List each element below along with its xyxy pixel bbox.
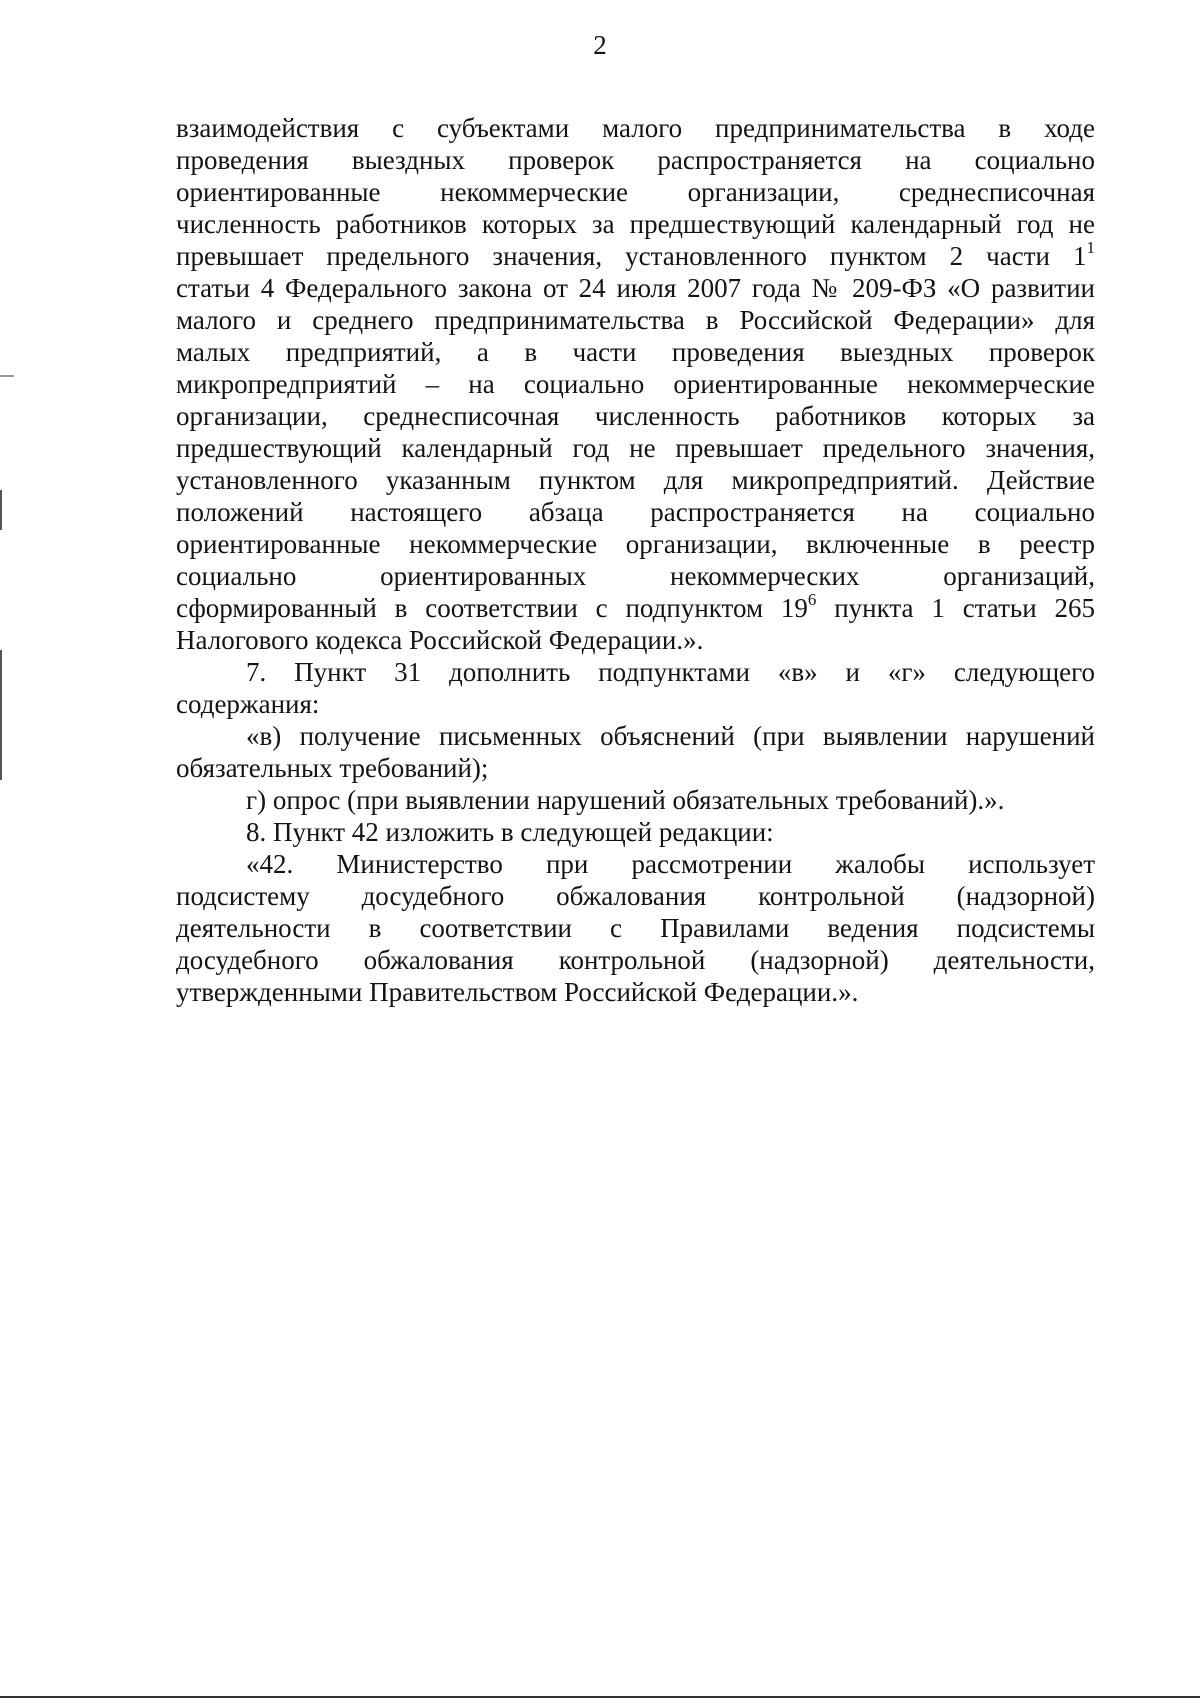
text-line: взаимодействия с субъектами малого предпринимательства в ходе [176, 113, 1095, 143]
text-line: деятельности в соответствии с Правилами ведения подсистемы [176, 913, 1095, 943]
text-line: Налогового кодекса Российской Федерации.». [176, 625, 704, 655]
text-line: статьи 4 Федерального закона от 24 июля 2007 года № 209-ФЗ «О развитии [176, 273, 1095, 303]
text-line: малых предприятий, а в части проведения выездных проверок [176, 337, 1095, 367]
text-line: социально ориентированных некоммерческих организаций, [176, 561, 1095, 591]
superscript: 6 [807, 592, 817, 609]
text-line: подсистему досудебного обжалования контрольной (надзорной) [176, 881, 1095, 911]
scan-edge-mark [0, 650, 2, 780]
text-line: превышает предельного значения, установленного пунктом 2 части $1^1$ [176, 240, 1095, 271]
text-line: микропредприятий – на социально ориентированные некоммерческие [176, 369, 1095, 399]
text-line: содержания: [176, 689, 320, 719]
text-line: организации, среднесписочная численность работников которых за [176, 401, 1095, 431]
text-line: предшествующий календарный год не превышает предельного значения, [176, 433, 1095, 463]
text-line: положений настоящего абзаца распространяется на социально [176, 497, 1095, 527]
text-line: ориентированные некоммерческие организации, среднесписочная [176, 177, 1095, 207]
text-line: 8. Пункт 42 изложить в следующей редакции: [246, 817, 774, 847]
text-line: сформированный в соответствии с подпунктом $19^6$ пункта 1 статьи 265 [176, 592, 1095, 623]
text-line: досудебного обжалования контрольной (надзорной) деятельности, [176, 945, 1095, 975]
document-body [176, 112, 1095, 1008]
text-line: установленного указанным пунктом для микропредприятий. Действие [176, 465, 1095, 495]
text-line: обязательных требований); [176, 753, 489, 783]
text-line: «42. Министерство при рассмотрении жалобы использует [246, 849, 1095, 879]
superscript: 1 [1086, 240, 1095, 257]
text-line: ориентированные некоммерческие организации, включенные в реестр [176, 529, 1095, 559]
page-number: 2 [593, 30, 607, 60]
text-line: 7. Пункт 31 дополнить подпунктами «в» и «г» следующего [246, 657, 1095, 687]
text-line: проведения выездных проверок распространяется на социально [176, 145, 1095, 175]
text-line: численность работников которых за предшествующий календарный год не [176, 209, 1095, 239]
scan-edge-mark [0, 375, 14, 377]
text-line: г) опрос (при выявлении нарушений обязательных требований).». [246, 785, 1005, 815]
text-line: утвержденными Правительством Российской Федерации.». [176, 977, 859, 1007]
text-line: малого и среднего предпринимательства в Российской Федерации» для [176, 305, 1095, 335]
scan-edge-mark [0, 490, 2, 530]
text-line: «в) получение письменных объяснений (при выявлении нарушений [246, 721, 1095, 751]
scan-bottom-edge [0, 1696, 1200, 1698]
